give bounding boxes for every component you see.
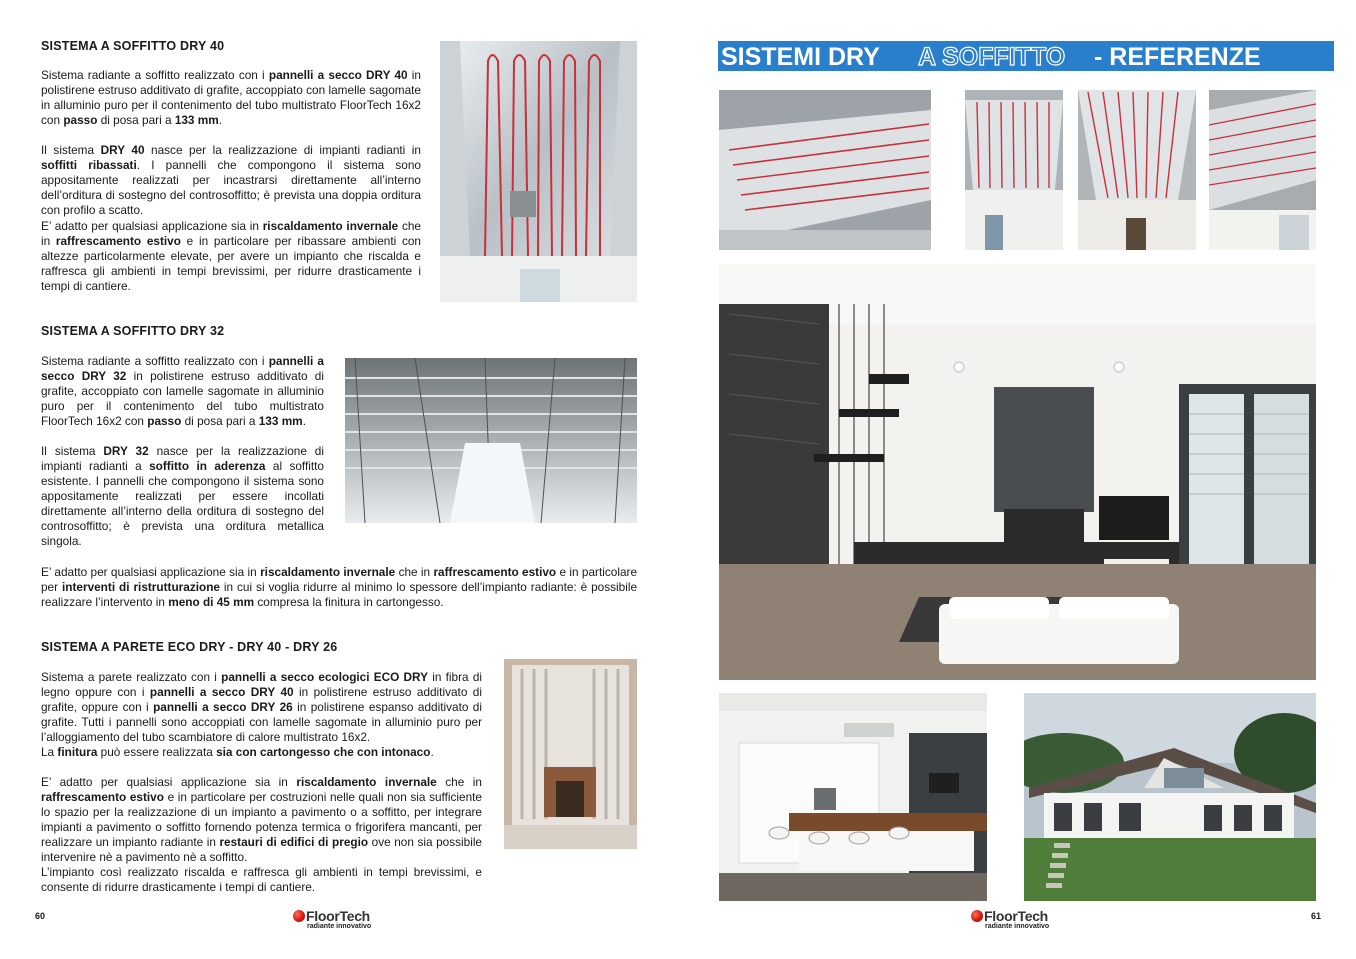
title-part-2: A SOFFITTO [918,43,1066,71]
page-number-right: 61 [1311,911,1322,921]
reference-living-room-photo [719,264,1316,680]
eco-dry-paragraph-2: E’ adatto per qualsiasi applicazione sia in riscaldamento invernale che in raffrescamento estivo e in particolare per costruzioni nelle quali non sia sufficiente lo spazio per la realizzazione di un impianto a pavimento o a soffitto, per integrare impianti a pavimento o soffitto fornendo potenza termica o frigorifera mancanti, per realizzare un impianto radiante in restauri di edifici di pregio ove non sia possibile intervenire nè a pavimento nè a soffitto. L’impianto così realizzato riscalda e raffresca gli ambienti in tempi brevissimi, e consente di ridurre drasticamente i tempi di cantiere. [41,775,482,894]
eco-dry-paragraph-1: Sistema a parete realizzato con i pannelli a secco ecologici ECO DRY in fibra di legno oppure con i pannelli a secco DRY 40 in polistirene estruso additivato di grafite, oppure con i pannelli a secco DRY 26 in polistirene espanso additivato di grafite. Tutti i pannelli sono accoppiati con lamelle sagomate in alluminio puro per l’alloggiamento del tubo scambiatore di calore multistrato 16x2. La finitura può essere realizzata sia con cartongesso che con intonaco. [41,670,483,759]
ceiling-panels-dry32-photo [345,358,637,523]
right-page [678,0,1356,959]
section-title-eco-dry: SISTEMA A PARETE ECO DRY - DRY 40 - DRY 26 [41,640,338,654]
reference-kitchen-photo [719,693,987,901]
dry40-paragraph-3: E’ adatto per qualsiasi applicazione sia in riscaldamento invernale che in raffrescamento estivo e in particolare per ribassare ambienti con altezze particolarmente elevate, per avere un impianto che riscalda e raffresca gli ambienti in tempi brevissimi, per ridurre drasticamente i tempi di cantiere. [41,219,421,293]
reference-photo-3 [1078,90,1196,250]
floortech-logo-right [971,908,1063,934]
reference-photo-1 [719,90,931,250]
reference-house-exterior-photo [1024,693,1316,901]
section-title-dry32: SISTEMA A SOFFITTO DRY 32 [41,324,225,338]
page-number-left: 60 [35,911,46,921]
title-part-1: SISTEMI DRY [721,43,880,71]
wall-panels-eco-dry-photo [504,659,637,849]
dry32-paragraph-1: Sistema radiante a soffitto realizzato con i pannelli a secco DRY 32 in polistirene estruso additivato di grafite, accoppiato con lamelle sagomate in alluminio puro per il contenimento del tubo multistrato FloorTech 16x2 con passo di posa pari a 133 mm. [41,354,324,428]
title-part-3: - REFERENZE [1094,43,1261,71]
logo-dot-icon [293,910,305,922]
logo-brand: FloorTech [306,908,370,924]
section-title-dry40: SISTEMA A SOFFITTO DRY 40 [41,39,225,53]
dry40-paragraph-1: Sistema radiante a soffitto realizzato con i pannelli a secco DRY 40 in polistirene estruso additivato di grafite, accoppiato con lamelle sagomate in alluminio puro per il contenimento del tubo multistrato FloorTech 16x2 con passo di posa pari a 133 mm. [41,68,421,127]
reference-photo-2 [965,90,1063,250]
logo-tagline: radiante innovativo [307,923,372,930]
floortech-logo-left [293,908,385,934]
dry32-paragraph-2: Il sistema DRY 32 nasce per la realizzazione di impianti radianti a soffitto in aderenza al soffitto esistente. I pannelli che compongono il sistema sono appositamente realizzati per essere incollati direttamente all’interno della orditura di sostegno del controsoffitto; è prevista una orditura metallica singola. [41,444,324,548]
ceiling-panels-dry40-photo [440,41,637,302]
reference-photo-4 [1209,90,1316,250]
logo-brand: FloorTech [984,908,1048,924]
logo-tagline: radiante innovativo [985,923,1050,930]
page-title [718,41,1334,71]
dry40-paragraph-2: Il sistema DRY 40 nasce per la realizzazione di impianti radianti in soffitti ribassati. I pannelli che compongono il sistema sono appositamente realizzati per incastrarsi direttamente all’interno dell’orditura di sostegno del controsoffitto; è prevista una doppia orditura con profilo a scatto. [41,143,421,217]
logo-dot-icon [971,910,983,922]
dry32-paragraph-3: E’ adatto per qualsiasi applicazione sia in riscaldamento invernale che in raffrescamento estivo e in particolare per interventi di ristrutturazione in cui si voglia ridurre al minimo lo spessore dell’impianto radiante: è possibile realizzare l’intervento in meno di 45 mm compresa la finitura in cartongesso. [41,565,638,609]
